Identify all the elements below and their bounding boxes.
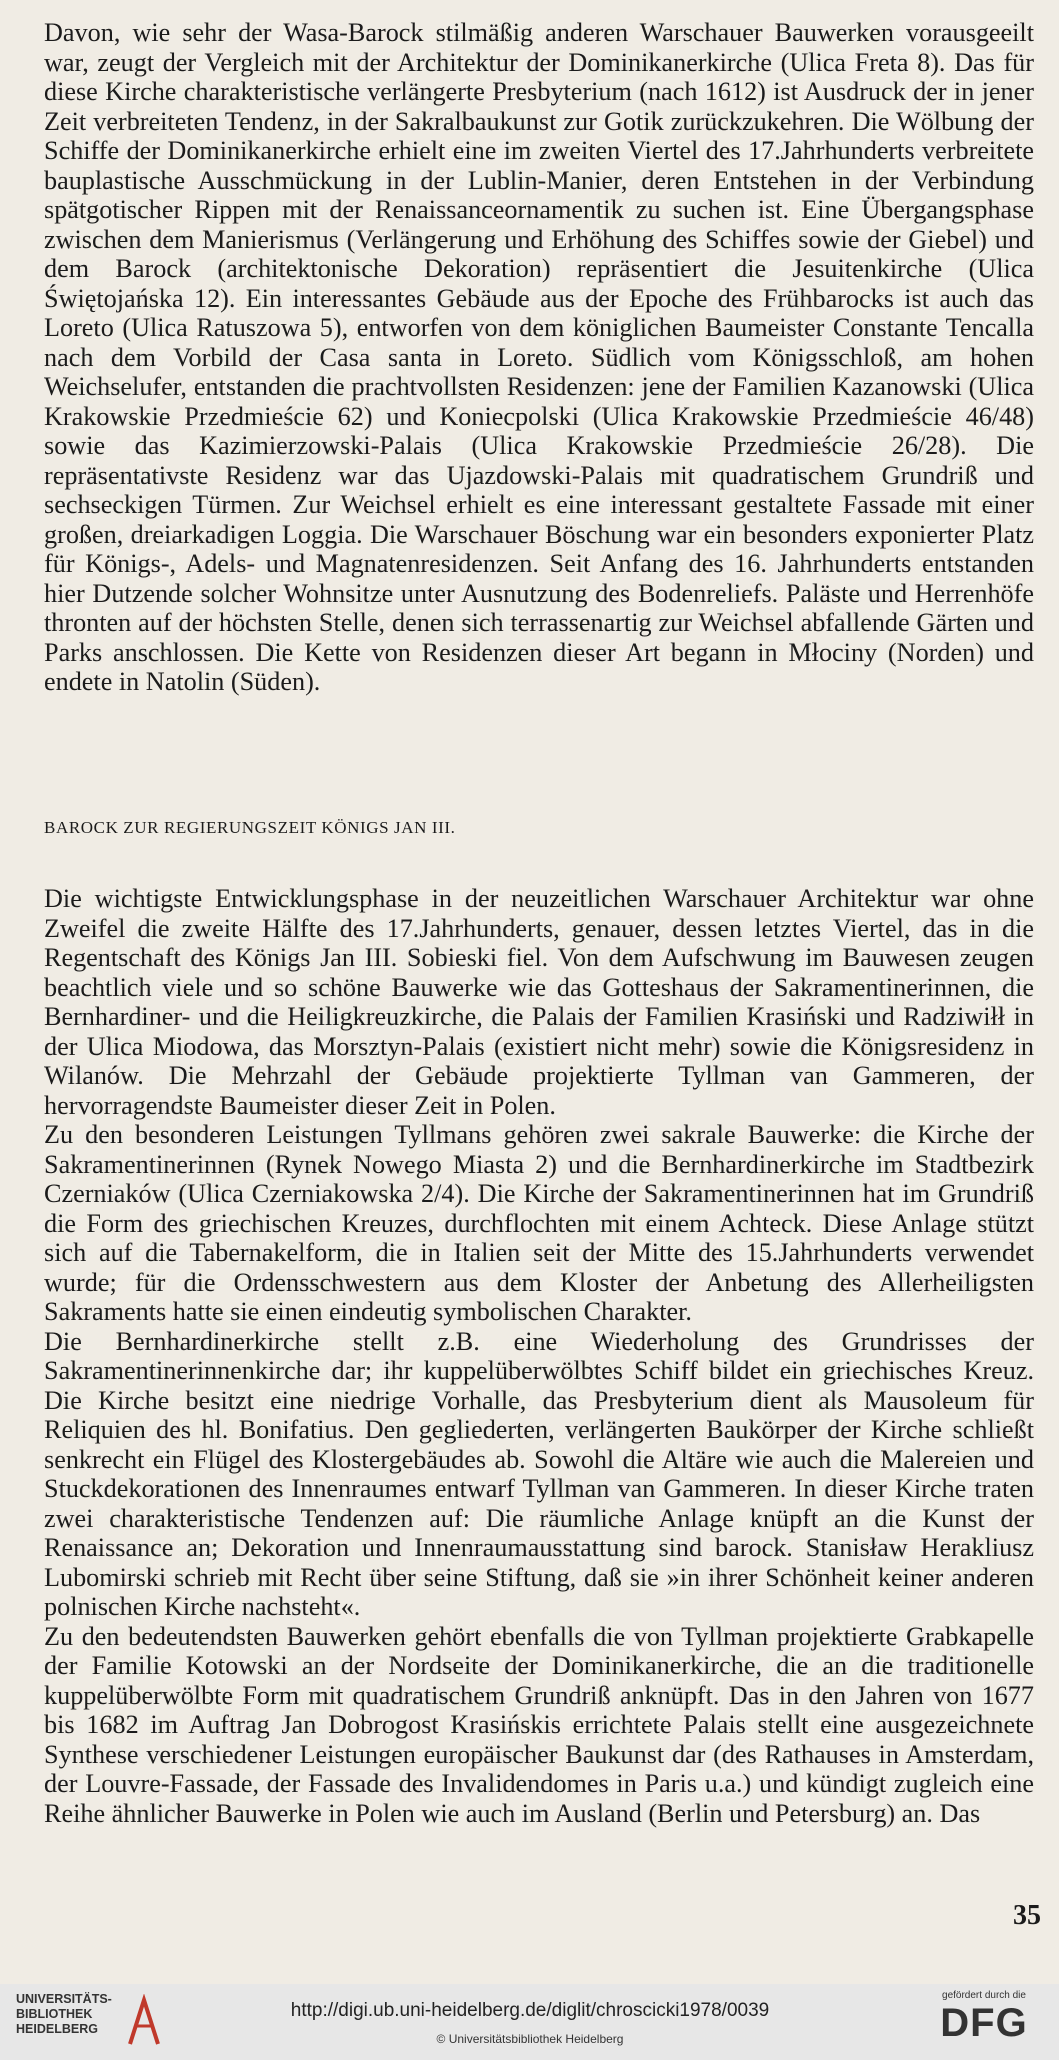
paragraph: Zu den besonderen Leistungen Tyllmans gehören zwei sakrale Bauwerke: die Kirche der Sakramentinerinnen (Rynek Nowego Miasta 2) und die Bernhardinerkirche im Stadtbezirk Czerniaków (Ulica Czerniakowska 2/4). Die Kirche der Sakramentinerinnen hat im Grundriß die Form des griechischen Kreuzes, durchflochten mit einem Achteck. Diese Anlage stützt sich auf die Tabernakelform, die in Italien seit der Mitte des 15.Jahrhunderts verwendet wurde; für die Ordensschwestern aus dem Kloster der Anbetung des Allerheiligsten Sakraments hatte sie einen eindeutig symbolischen Charakter. <box>44 1120 1034 1326</box>
dfg-logo <box>929 1990 1039 2044</box>
logo-line: BIBLIOTHEK <box>16 2007 93 2021</box>
dfg-caption: gefördert durch die <box>942 1990 1026 2001</box>
source-url-link[interactable]: http://digi.ub.uni-heidelberg.de/diglit/chroscicki1978/0039 <box>290 2000 770 2021</box>
library-emblem-icon <box>124 1994 164 2048</box>
paragraph: Die Bernhardinerkirche stellt z.B. eine Wiederholung des Grundrisses der Sakramentinerinnenkirche dar; ihr kuppelüberwölbtes Schiff bildet ein griechisches Kreuz. Die Kirche besitzt eine niedrige Vorhalle, das Presbyterium dient als Mausoleum für Reliquien des hl. Bonifatius. Den gegliederten, verlängerten Baukörper der Kirche schließt senkrecht ein Flügel des Klostergebäudes ab. Sowohl die Altäre wie auch die Malereien und Stuckdekorationen des Innenraumes entwarf Tyllman van Gammeren. In dieser Kirche traten zwei charakteristische Tendenzen auf: Die räumliche Anlage knüpft an die Kunst der Renaissance an; Dekoration und Innenraumausstattung sind barock. Stanisław Herakliusz Lubomirski schrieb mit Recht über seine Stiftung, daß sie »in ihrer Schönheit keiner anderen polnischen Kirche nachsteht«. <box>44 1326 1034 1621</box>
dfg-wordmark: DFG <box>940 2001 1028 2045</box>
library-logo <box>16 1992 156 2052</box>
paragraph: Die wichtigste Entwicklungsphase in der neuzeitlichen Warschauer Architektur war ohne Zweifel die zweite Hälfte des 17.Jahrhunderts, genauer, dessen letztes Viertel, das in die Regentschaft des Königs Jan III. Sobieski fiel. Von dem Aufschwung im Bauwesen zeugen beachtlich viele und so schöne Bauwerke wie das Gotteshaus der Sakramentinerinnen, die Bernhardiner- und die Heiligkreuzkirche, die Palais der Familien Krasiński und Radziwiłł in der Ulica Miodowa, das Morsztyn-Palais (existiert nicht mehr) sowie die Königsresidenz in Wilanów. Die Mehrzahl der Gebäude projektierte Tyllman van Gammeren, der hervorragendste Baumeister dieser Zeit in Polen. <box>44 884 1034 1120</box>
logo-line: UNIVERSITÄTS- <box>16 1992 112 2006</box>
logo-line: HEIDELBERG <box>16 2022 98 2036</box>
paragraph: Zu den bedeutendsten Bauwerken gehört ebenfalls die von Tyllman projektierte Grabkapelle der Familie Kotowski an der Nordseite der Dominikanerkirche, die an die traditionelle kuppelüberwölbte Form mit quadratischem Grundriß anknüpft. Das in den Jahren von 1677 bis 1682 im Auftrag Jan Dobrogost Krasińskis errichtete Palais stellt eine ausgezeichnete Synthese verschiedener Leistungen europäischer Baukunst dar (des Rathauses in Amsterdam, der Louvre-Fassade, der Fassade des Invalidendomes in Paris u.a.) und kündigt zugleich eine Reihe ähnlicher Bauwerke in Polen wie auch im Ausland (Berlin und Petersburg) an. Das <box>44 1621 1034 1828</box>
digitization-footer <box>0 1984 1059 2060</box>
paragraph: Davon, wie sehr der Wasa-Barock stilmäßig anderen Warschauer Bauwerken vorausgeeilt war, zeugt der Vergleich mit der Architektur der Dominikanerkirche (Ulica Freta 8). Das für diese Kirche charakteristische verlängerte Presbyterium (nach 1612) ist Ausdruck der in jener Zeit verbreiteten Tendenz, in der Sakralbaukunst zur Gotik zurückzukehren. Die Wölbung der Schiffe der Dominikanerkirche erhielt eine im zweiten Viertel des 17.Jahrhunderts verbreitete bauplastische Ausschmückung in der Lublin-Manier, deren Entstehen in der Verbindung spätgotischer Rippen mit der Renaissanceornamentik zu suchen ist. Eine Übergangsphase zwischen dem Manierismus (Verlängerung und Erhöhung des Schiffes sowie der Giebel) und dem Barock (architektonische Dekoration) repräsentiert die Jesuitenkirche (Ulica Świętojańska 12). Ein interessantes Gebäude aus der Epoche des Frühbarocks ist auch das Loreto (Ulica Ratuszowa 5), entworfen von dem königlichen Baumeister Constante Tencalla nach dem Vorbild der Casa santa in Loreto. Südlich vom Königsschloß, am hohen Weichselufer, entstanden die prachtvollsten Residenzen: jene der Familien Kazanowski (Ulica Krakowskie Przedmieście 62) und Koniecpolski (Ulica Krakowskie Przedmieście 46/48) sowie das Kazimierzowski-Palais (Ulica Krakowskie Przedmieście 26/28). Die repräsentativste Residenz war das Ujazdowski-Palais mit quadratischem Grundriß und sechseckigen Türmen. Zur Weichsel erhielt es eine interessant gestaltete Fassade mit einer großen, dreiarkadigen Loggia. Die Warschauer Böschung war ein besonders exponierter Platz für Königs-, Adels- und Magnatenresidenzen. Seit Anfang des 16. Jahrhunderts entstanden hier Dutzende solcher Wohnsitze unter Ausnutzung des Bodenreliefs. Paläste und Herrenhöfe thronten auf der höchsten Stelle, denen sich terrassenartig zur Weichsel abfallende Gärten und Parks anschlossen. Die Kette von Residenzen dieser Art begann in Młociny (Norden) und endete in Natolin (Süden). <box>44 18 1034 696</box>
section-heading: BAROCK ZUR REGIERUNGSZEIT KÖNIGS JAN III. <box>44 818 456 837</box>
copyright-notice: © Universitätsbibliothek Heidelberg <box>436 2032 624 2046</box>
text-block-bottom <box>44 884 1034 1828</box>
page-number: 35 <box>1013 1900 1041 1931</box>
text-block-top <box>44 18 1034 697</box>
